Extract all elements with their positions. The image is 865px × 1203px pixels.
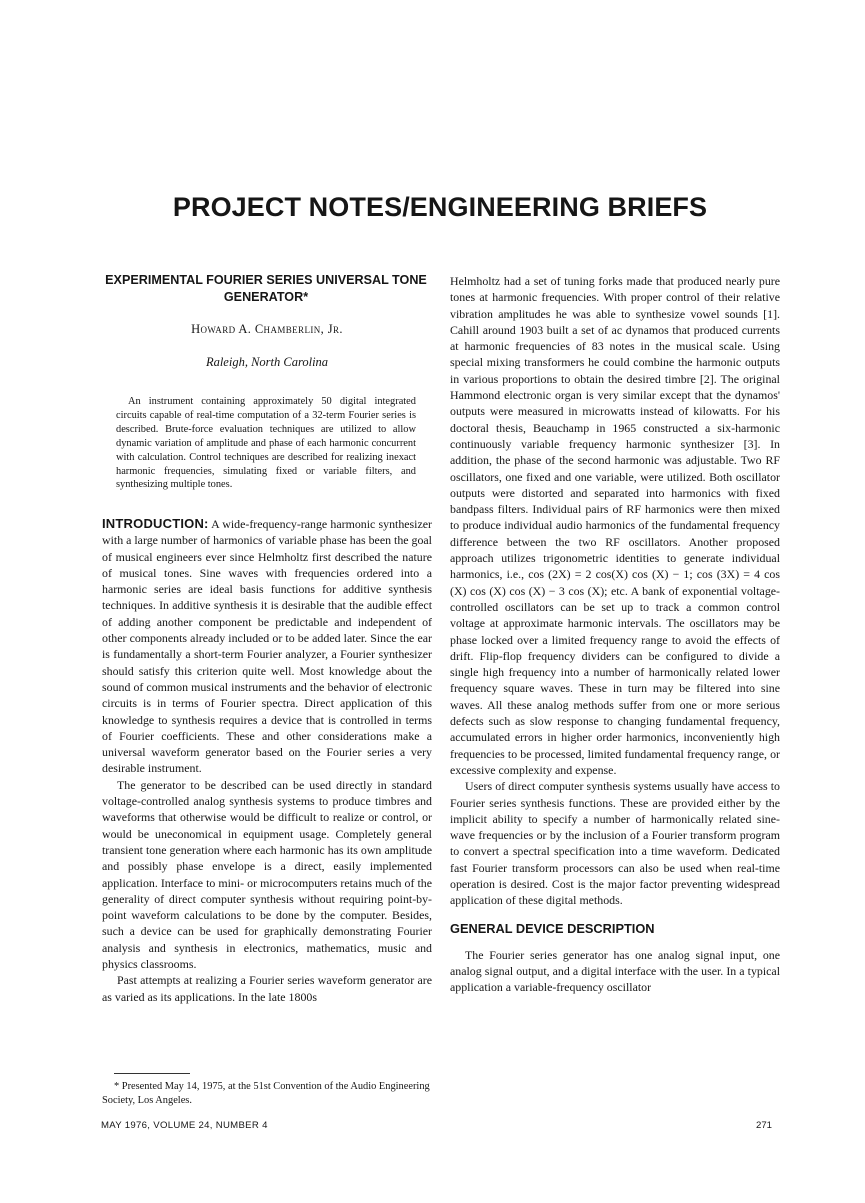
footnote-rule: [114, 1073, 190, 1074]
footnote: * Presented May 14, 1975, at the 51st Convention of the Audio Engineering Society, Los Angeles.: [102, 1081, 430, 1106]
abstract-text: An instrument containing approximately 50 digital integrated circuits capable of real-time computation of a 32-term Fourier series is described. Brute-force evaluation techniques are utilized to allow dynamic variation of amplitude and phase of each harmonic concurrent with calculation. Control techniques are described for realizing inexact harmonic frequencies, simulating fixed or variable filters, and synthesizing multiple tones.: [116, 396, 416, 491]
page-number: 271: [756, 1120, 773, 1131]
abstract: [116, 395, 416, 492]
intro-paragraph-1-text: A wide-frequency-range harmonic synthesizer with a large number of harmonics of variable phase has been the goal of musical engineers ever since Helmholtz first described the nature of musical tones. Sine waves with frequencies ordered into a harmonic series are ideal basis functions for additive synthesis techniques. In additive synthesis it is desirable that the audible effect of adding another component be predictable and independent of other components already included or to be added later. Since the ear is fundamentally a short-term Fourier analyzer, a Fourier synthesizer should satisfy this criterion quite well. Most knowledge about the sound of common musical instruments and the behavior of electronic circuits is in terms of Fourier spectra. Direct application of this knowledge to synthesis requires a device that is controlled in terms of Fourier coefficients. These and other considerations make a universal waveform generator based on the Fourier series a very desirable instrument.: [102, 517, 432, 776]
right-column-body: [450, 273, 780, 996]
right-paragraph-3: The Fourier series generator has one analog signal input, one analog signal output, and a digital interface with the user. In a typical application a variable-frequency oscillator: [450, 947, 780, 995]
right-paragraph-2: Users of direct computer synthesis systems usually have access to Fourier series synthesis functions. These are provided either by the implicit ability to specify a number of harmonically related sine-wave frequencies or by the inclusion of a Fourier transform program to convert a spectral specification into a time waveform. Dedicated fast Fourier transform processors can also be used when real-time operation is desired. Cost is the major factor preventing widespread application of these digital methods.: [450, 779, 780, 908]
section-heading-general-device: GENERAL DEVICE DESCRIPTION: [450, 920, 655, 936]
intro-paragraph-1: [102, 516, 432, 777]
author-name: Howard A. Chamberlin, Jr.: [191, 322, 343, 336]
page-title: PROJECT NOTES/ENGINEERING BRIEFS: [172, 192, 708, 222]
intro-paragraph-3: Past attempts at realizing a Fourier series waveform generator are as varied as its applications. In the late 1800s: [102, 973, 432, 1004]
article-title: EXPERIMENTAL FOURIER SERIES UNIVERSAL TONE GENERATOR*: [105, 273, 427, 304]
right-paragraph-1: Helmholtz had a set of tuning forks made that produced nearly pure tones at harmonic frequencies. With proper control of their relative vibration amplitudes he was able to synthesize vowel sounds [1]. Cahill around 1903 built a set of ac dynamos that produced currents at harmonic frequencies of 83 notes in the musical scale. Using special mixing transformers he could combine the harmonic outputs in various proportions to obtain the desired timbre [2]. The original Hammond electronic organ is very similar except that the dynamos' outputs were measured in microwatts instead of kilowatts. For his doctoral thesis, Beauchamp in 1965 constructed a six-harmonic continuously variable frequency harmonic synthesizer [3]. In addition, the phase of the second harmonic was adjustable. Two RF oscillators, one fixed and one variable, were utilized. Both oscillator outputs were distorted and separated into harmonics with fixed bandpass filters. Individual pairs of RF harmonics were then mixed to produce individual audio harmonics of the fundamental frequency difference between the two RF oscillators. Another proposed approach utilizes trigonometric identities to generate individual harmonics, i.e., cos (2X) = 2 cos(X) cos (X) − 1; cos (3X) = 4 cos (X) cos (X) cos (X) − 3 cos (X); etc. A bank of exponential voltage-controlled oscillators can be set up to track a common control voltage at approximate harmonic intervals. The oscillators may be phase locked over a limited frequency range to avoid the effects of drift. Flip-flop frequency dividers can be configured to divide a single high frequency into a number of harmonically related lower frequency square waves. These in turn may be filtered into sine waves. All these analog methods suffer from one or more serious defects such as slow response to changing fundamental frequency, accumulated errors in higher order harmonics, inconveniently high frequencies to be processed, limited fundamental frequency range, or excessive complexity and expense.: [450, 274, 780, 777]
author-affiliation: Raleigh, North Carolina: [205, 355, 329, 369]
journal-issue-footer: MAY 1976, VOLUME 24, NUMBER 4: [101, 1120, 268, 1131]
left-column-body: [102, 516, 432, 1005]
intro-paragraph-2: The generator to be described can be used directly in standard voltage-controlled analog synthesis systems to produce timbres and waveforms that otherwise would be difficult to realize or control, or would be uneconomical in equipment usage. Completely general transient tone generation where each harmonic has its own amplitude and possibly phase envelope is a direct, easily implemented application. Interface to mini- or microcomputers retains much of the generality of direct computer synthesis without requiring point-by-point waveform calculations to be done by the computer. Besides, such a device can be used for graphically demonstrating Fourier analysis and synthesis in electronics, mathematics, music and physics classrooms.: [102, 777, 432, 972]
introduction-heading: INTRODUCTION:: [102, 516, 209, 531]
